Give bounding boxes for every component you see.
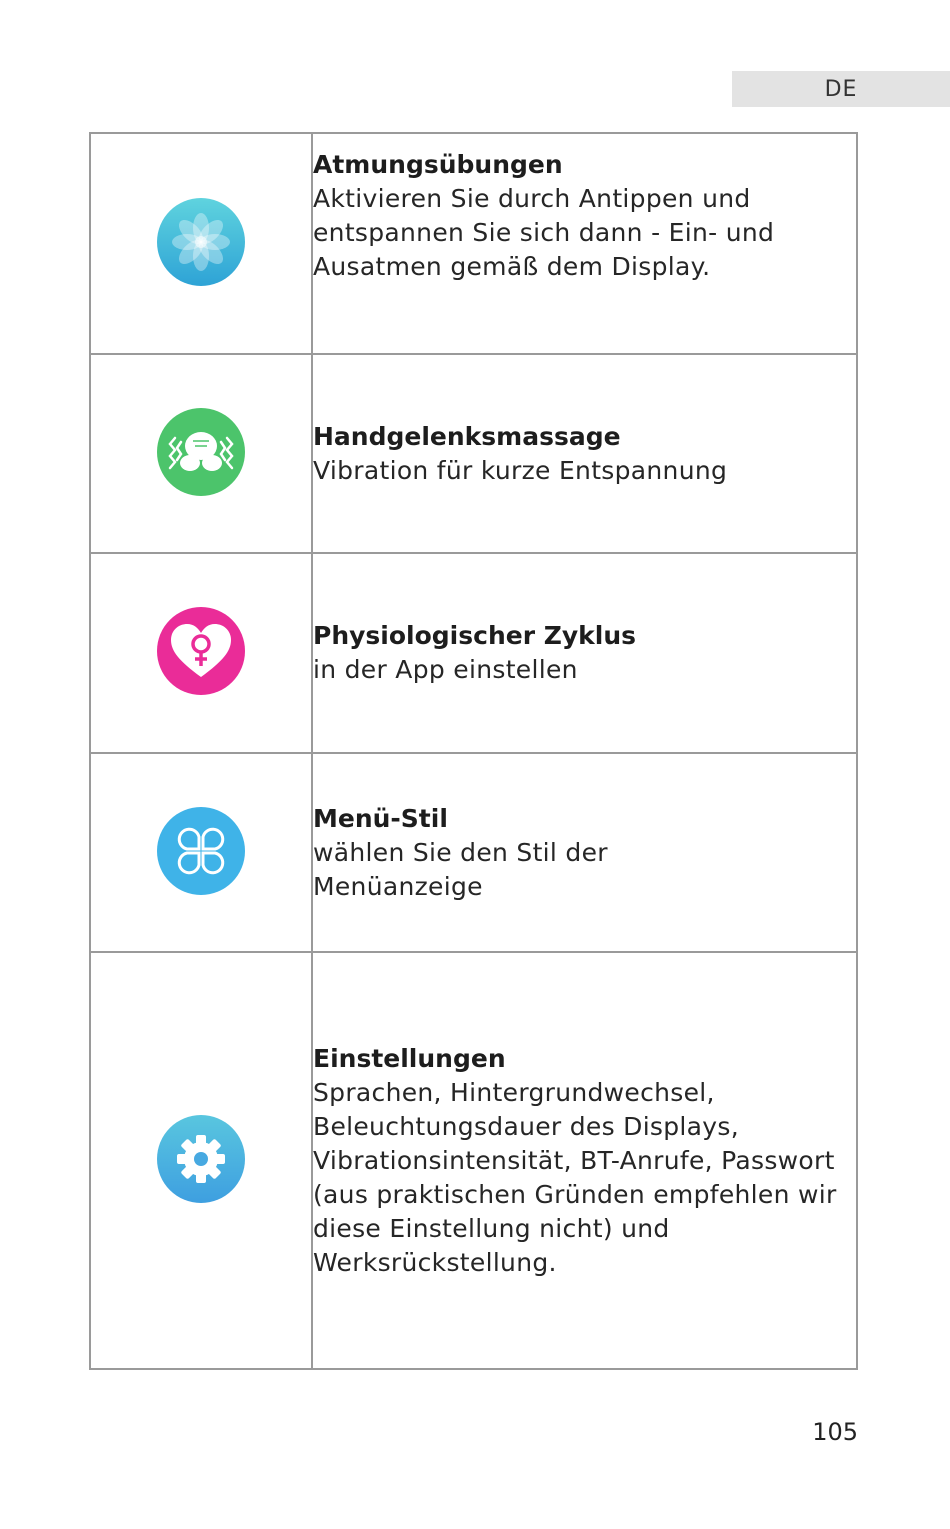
lotus-breathing-icon bbox=[157, 198, 245, 286]
text-cell bbox=[312, 952, 857, 1369]
table-row bbox=[90, 354, 857, 553]
item-title: Einstellungen bbox=[313, 1043, 506, 1073]
feature-table bbox=[89, 132, 858, 1370]
page-number: 105 bbox=[812, 1418, 858, 1446]
icon-cell bbox=[90, 553, 312, 753]
item-description: Sprachen, Hintergrundwechsel, Beleuchtungsdauer des Displays, Vibrationsintensität, BT-Anrufe, Passwort (aus praktischen Gründen empfehlen wir diese Einstellung nicht) und Werksrückstellung. bbox=[313, 1077, 837, 1277]
table-row bbox=[90, 753, 857, 952]
item-description: Vibration für kurze Entspannung bbox=[313, 455, 728, 485]
wrist-massage-icon bbox=[157, 408, 245, 496]
table-row bbox=[90, 553, 857, 753]
item-description: in der App einstellen bbox=[313, 655, 578, 684]
item-title: Menü-Stil bbox=[313, 803, 448, 833]
icon-cell bbox=[90, 133, 312, 354]
icon-cell bbox=[90, 354, 312, 553]
clover-menu-icon bbox=[157, 807, 245, 895]
gear-settings-icon bbox=[157, 1115, 245, 1203]
female-heart-icon bbox=[157, 607, 245, 695]
item-description: wählen Sie den Stil der Menüanzeige bbox=[313, 837, 608, 901]
text-cell bbox=[312, 354, 857, 553]
icon-cell bbox=[90, 952, 312, 1369]
text-cell bbox=[312, 553, 857, 753]
table-row bbox=[90, 133, 857, 354]
item-title: Atmungsübungen bbox=[313, 149, 563, 179]
language-tab: DE bbox=[732, 71, 950, 107]
item-title: Physiologischer Zyklus bbox=[313, 621, 637, 650]
item-description: Aktivieren Sie durch Antippen und entspannen Sie sich dann - Ein- und Ausatmen gemäß dem Display. bbox=[313, 183, 775, 281]
item-title: Handgelenksmassage bbox=[313, 421, 621, 451]
icon-cell bbox=[90, 753, 312, 952]
table-row bbox=[90, 952, 857, 1369]
text-cell bbox=[312, 133, 857, 354]
text-cell bbox=[312, 753, 857, 952]
